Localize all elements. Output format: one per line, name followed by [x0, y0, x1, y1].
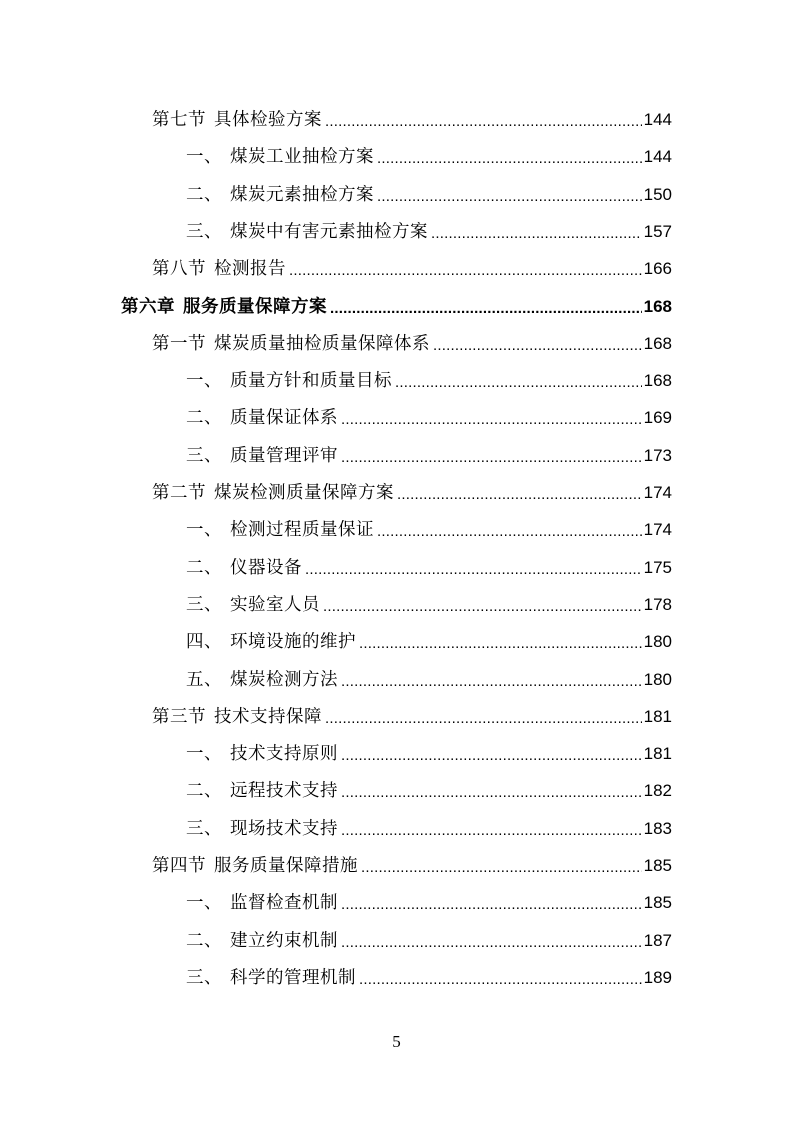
toc-entry-text: 煤炭中有害元素抽检方案: [230, 221, 428, 242]
toc-entry-text: 检测过程质量保证: [230, 520, 374, 541]
toc-entry[interactable]: [186, 513, 672, 541]
toc-entry-number: 第三节: [152, 706, 206, 727]
toc-entry[interactable]: [186, 140, 672, 168]
dot-leader: [361, 859, 642, 877]
toc-entry-text: 煤炭元素抽检方案: [230, 184, 374, 205]
toc-entry-title: [186, 967, 356, 989]
toc-entry-page: 169: [643, 408, 672, 428]
toc-entry-number: 二、: [186, 930, 222, 951]
toc-entry-page: 183: [643, 818, 672, 838]
toc-entry[interactable]: [186, 401, 672, 429]
toc-entry[interactable]: [186, 551, 672, 579]
dot-leader: [395, 374, 642, 392]
toc-entry-title: [186, 557, 302, 579]
toc-entry-title: [186, 407, 338, 429]
toc-entry[interactable]: [152, 476, 672, 504]
toc-entry-number: 一、: [186, 371, 222, 392]
dot-leader: [341, 411, 642, 429]
dot-leader: [377, 523, 642, 541]
toc-entry-number: 第六章: [121, 296, 175, 317]
toc-entry-number: 第八节: [152, 259, 206, 280]
toc-entry-title: [152, 855, 358, 877]
toc-entry-title: [186, 780, 338, 802]
toc-entry-page: 181: [643, 706, 672, 726]
toc-entry-text: 实验室人员: [230, 594, 320, 615]
toc-entry-text: 科学的管理机制: [230, 967, 356, 988]
toc-entry-title: [121, 296, 327, 318]
toc-entry-number: 三、: [186, 445, 222, 466]
toc-entry-title: [186, 370, 392, 392]
toc-entry[interactable]: [186, 774, 672, 802]
dot-leader: [341, 784, 642, 802]
toc-entry-page: 180: [643, 669, 672, 689]
toc-entry-text: 监督检查机制: [230, 893, 338, 914]
dot-leader: [431, 225, 642, 243]
dot-leader: [341, 822, 642, 840]
toc-entry-text: 质量管理评审: [230, 445, 338, 466]
toc-entry-page: 168: [643, 333, 672, 353]
dot-leader: [341, 934, 642, 952]
dot-leader: [325, 710, 642, 728]
toc-entry-page: 168: [643, 371, 672, 391]
toc-entry-page: 185: [643, 856, 672, 875]
toc-entry-title: [152, 258, 286, 280]
toc-entry[interactable]: [186, 924, 672, 952]
dot-leader: [397, 486, 642, 504]
toc-entry[interactable]: [186, 625, 672, 653]
toc-entry[interactable]: [152, 327, 672, 355]
toc-entry-title: [152, 706, 322, 728]
toc-entry-text: 煤炭工业抽检方案: [230, 147, 374, 168]
toc-entry[interactable]: [152, 849, 672, 877]
toc-entry-page: 166: [643, 259, 672, 279]
dot-leader: [330, 300, 642, 318]
dot-leader: [341, 673, 642, 691]
toc-entry-text: 服务质量保障措施: [214, 856, 358, 876]
toc-entry-page: 168: [643, 296, 672, 316]
toc-entry-text: 远程技术支持: [230, 781, 338, 802]
dot-leader: [341, 449, 642, 467]
toc-entry-text: 煤炭质量抽检质量保障体系: [214, 333, 430, 354]
toc-entry-text: 检测报告: [214, 259, 286, 280]
dot-leader: [377, 188, 642, 206]
toc-entry-title: [152, 482, 394, 504]
toc-entry-title: [186, 930, 338, 952]
toc-entry-text: 质量保证体系: [230, 408, 338, 429]
toc-entry-number: 四、: [186, 632, 222, 653]
toc-entry-page: 178: [643, 594, 672, 614]
toc-entry-number: 二、: [186, 408, 222, 429]
toc-entry-text: 现场技术支持: [230, 818, 338, 839]
dot-leader: [359, 971, 642, 989]
dot-leader: [359, 635, 642, 653]
toc-entry-title: [186, 669, 338, 691]
toc-entry-text: 仪器设备: [230, 557, 302, 578]
dot-leader: [325, 113, 642, 131]
toc-entry-title: [186, 594, 320, 616]
toc-entry-text: 煤炭检测方法: [230, 669, 338, 690]
toc-entry-title: [186, 184, 374, 206]
toc-entry-page: 144: [643, 147, 672, 167]
toc-entry-page: 187: [643, 930, 672, 950]
toc-entry-number: 第一节: [152, 333, 206, 354]
toc-entry-page: 173: [643, 445, 672, 465]
toc-entry-page: 174: [643, 520, 672, 540]
toc-entry-text: 环境设施的维护: [230, 632, 356, 653]
toc-entry-title: [186, 445, 338, 467]
toc-entry[interactable]: [186, 961, 672, 989]
toc-entry-text: 具体检验方案: [214, 110, 322, 130]
toc-entry-number: 一、: [186, 147, 222, 168]
toc-entry-page: 144: [643, 110, 672, 129]
toc-entry-number: 一、: [186, 893, 222, 914]
toc-entry-number: 二、: [186, 184, 222, 205]
toc-entry[interactable]: [186, 439, 672, 467]
toc-entry-title: [152, 333, 430, 355]
toc-entry-page: 189: [643, 967, 672, 987]
toc-entry-page: 180: [643, 632, 672, 652]
dot-leader: [305, 561, 642, 579]
toc-entry-text: 技术支持原则: [230, 744, 338, 765]
toc-entry[interactable]: [121, 290, 672, 318]
toc-entry-text: 质量方针和质量目标: [230, 371, 392, 392]
dot-leader: [289, 262, 642, 280]
toc-entry-number: 第七节: [152, 110, 206, 130]
toc-entry-number: 一、: [186, 520, 222, 541]
toc-entry-title: [186, 631, 356, 653]
dot-leader: [433, 337, 642, 355]
toc-entry[interactable]: [186, 737, 672, 765]
toc-entry-text: 煤炭检测质量保障方案: [214, 483, 394, 503]
toc-entry-title: [186, 221, 428, 243]
toc-entry[interactable]: [186, 178, 672, 206]
toc-entry-number: 三、: [186, 594, 222, 615]
dot-leader: [341, 747, 642, 765]
toc-entry-number: 一、: [186, 744, 222, 765]
toc-entry-title: [186, 519, 374, 541]
toc-entry-page: 181: [643, 744, 672, 764]
dot-leader: [377, 150, 642, 168]
toc-entry-title: [186, 892, 338, 914]
toc-entry-text: 服务质量保障方案: [183, 296, 327, 317]
toc-entry-number: 三、: [186, 818, 222, 839]
toc-entry-title: [186, 818, 338, 840]
toc-entry[interactable]: [186, 812, 672, 840]
toc-entry-number: 二、: [186, 557, 222, 578]
toc-entry-page: 182: [643, 781, 672, 801]
toc-entry-number: 二、: [186, 781, 222, 802]
toc-entry-page: 175: [643, 557, 672, 577]
toc-entry-title: [186, 743, 338, 765]
toc-entry-title: [152, 109, 322, 131]
toc-entry-number: 第四节: [152, 856, 206, 876]
toc-entry-number: 三、: [186, 221, 222, 242]
dot-leader: [323, 598, 642, 616]
toc-entry[interactable]: [152, 700, 672, 728]
toc-entry-number: 第二节: [152, 483, 206, 503]
toc-entry[interactable]: [186, 215, 672, 243]
toc-entry-text: 技术支持保障: [214, 706, 322, 727]
toc-entry-title: [186, 146, 374, 168]
dot-leader: [341, 896, 642, 914]
toc-entry[interactable]: [186, 886, 672, 914]
toc-entry-page: 174: [643, 483, 672, 502]
page-number: 5: [392, 1032, 401, 1051]
toc-entry-text: 建立约束机制: [230, 930, 338, 951]
toc-entry[interactable]: [152, 252, 672, 280]
toc-entry-number: 三、: [186, 967, 222, 988]
toc-entry-page: 185: [643, 893, 672, 913]
toc-entry-page: 150: [643, 184, 672, 204]
toc-entry-page: 157: [643, 221, 672, 241]
toc-entry-number: 五、: [186, 669, 222, 690]
toc-entry[interactable]: [186, 588, 672, 616]
toc-entry[interactable]: [152, 103, 672, 131]
toc-entry[interactable]: [186, 364, 672, 392]
toc-entry[interactable]: [186, 663, 672, 691]
